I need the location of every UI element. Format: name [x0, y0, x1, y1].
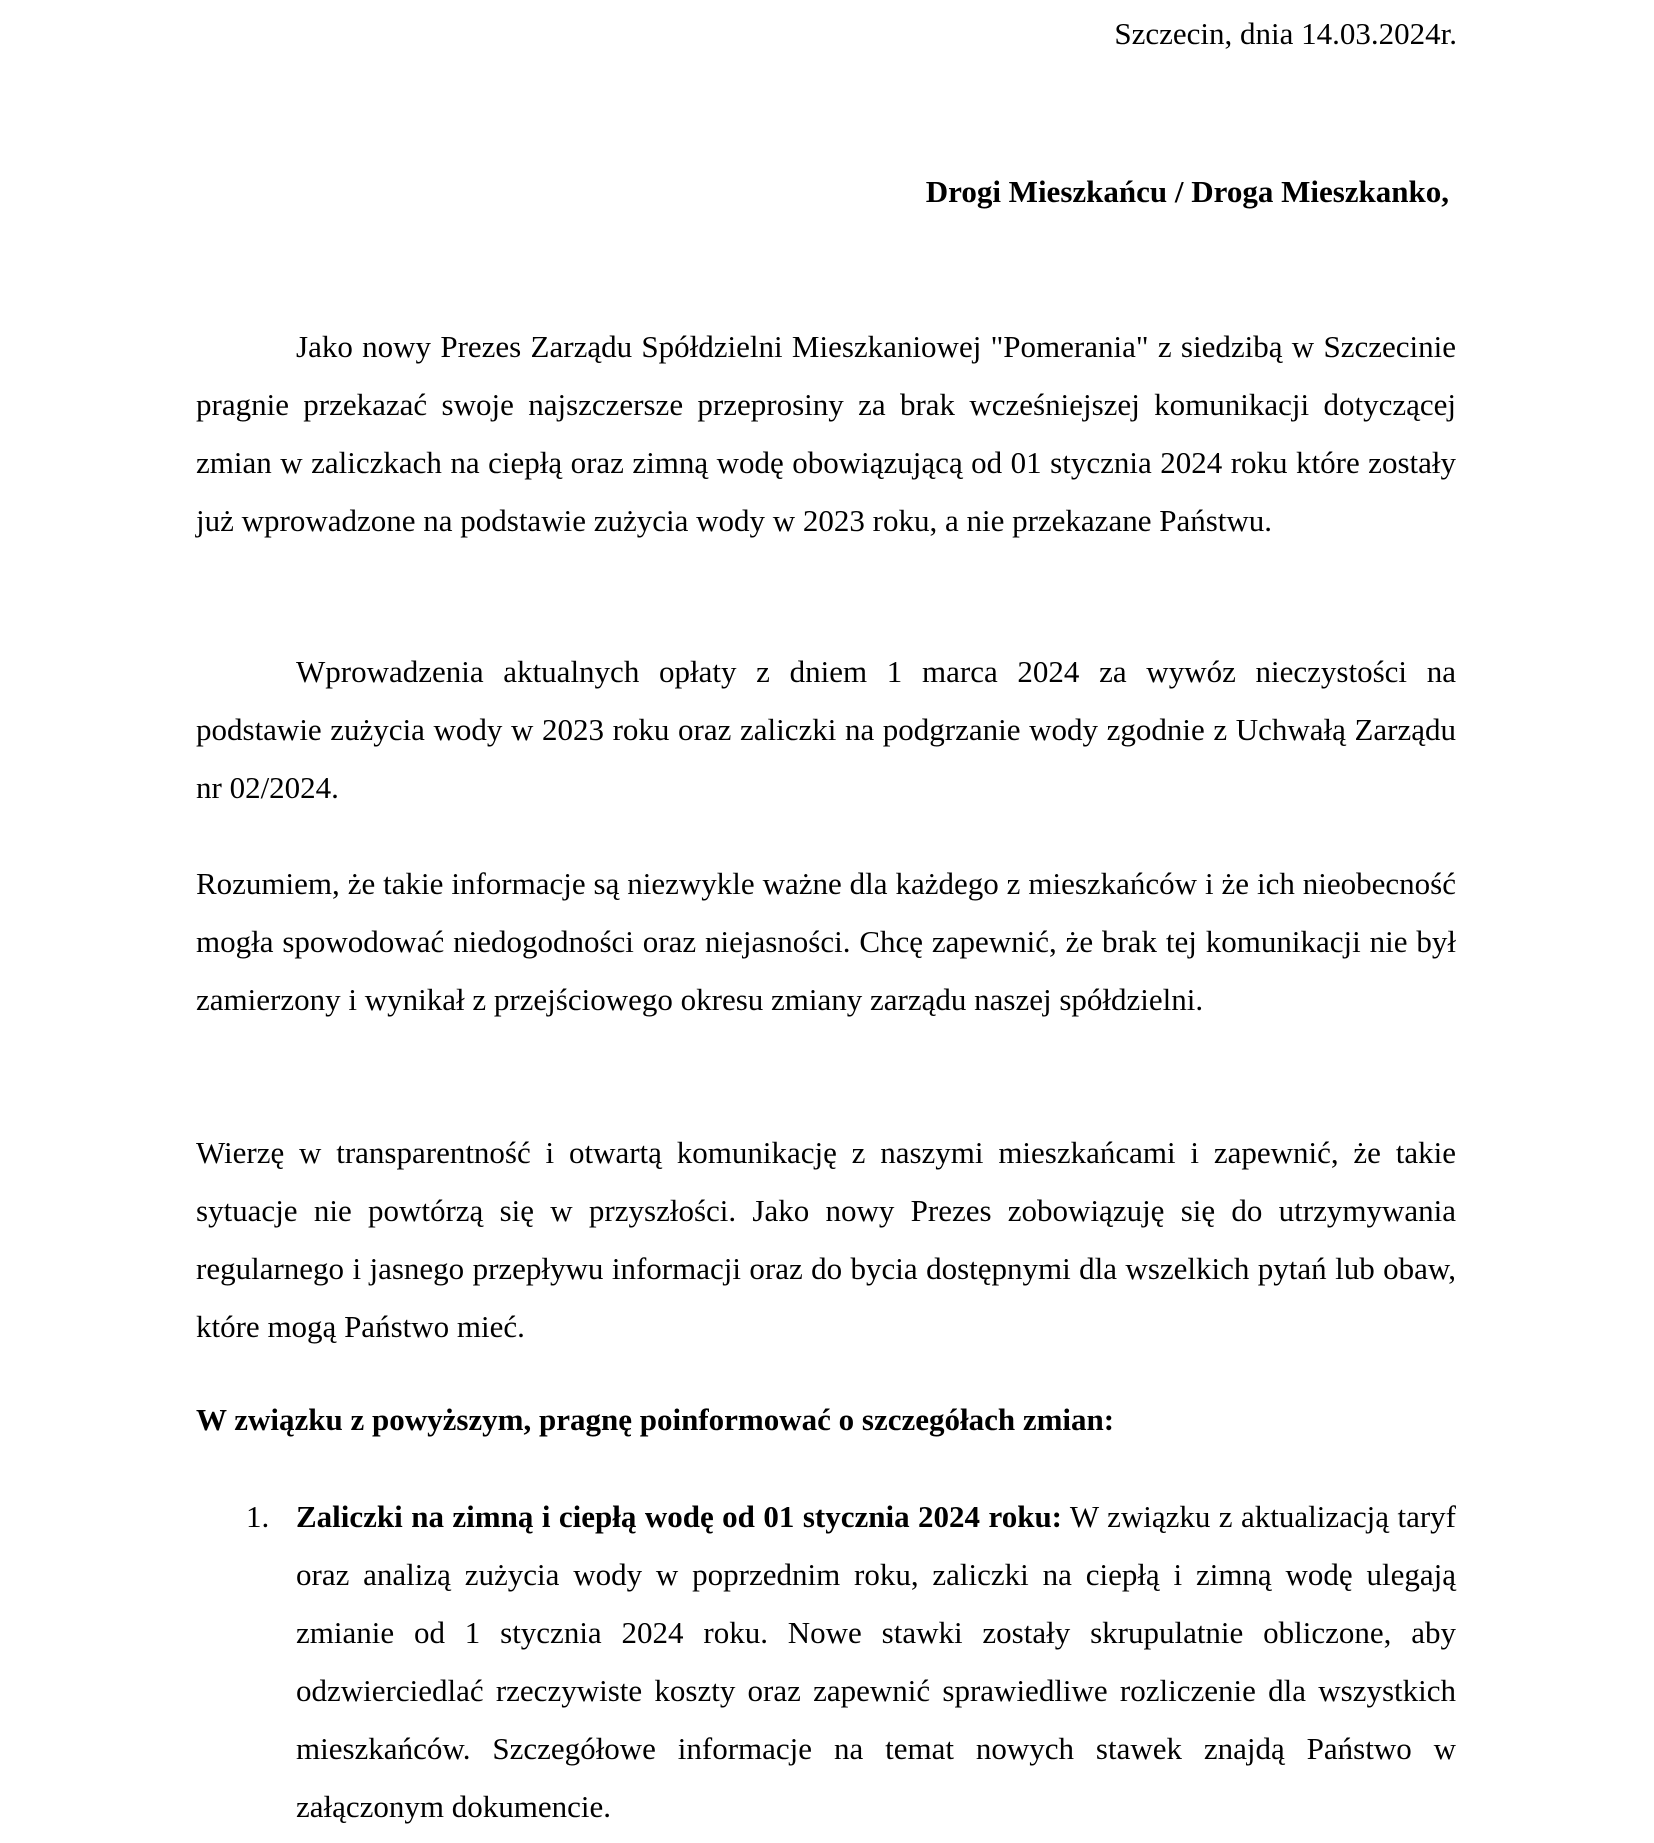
- paragraph-understanding: Rozumiem, że takie informacje są niezwykle ważne dla każdego z mieszkańców i że ich nieobecność mogła spowodować niedogodności oraz niejasności. Chcę zapewnić, że brak tej komunikacji nie był zamierzony i wynikał z przejściowego okresu zmiany zarządu naszej spółdzielni.: [196, 866, 1456, 1017]
- changes-list: [196, 1488, 1456, 1836]
- list-item-number: 1.: [246, 1499, 270, 1534]
- letter-date: Szczecin, dnia 14.03.2024r.: [1114, 16, 1457, 51]
- paragraph-fees: Wprowadzenia aktualnych opłaty z dniem 1 marca 2024 za wywóz nieczystości na podstawie zużycia wody w 2023 roku oraz zaliczki na podgrzanie wody zgodnie z Uchwałą Zarządu nr 02/2024.: [196, 654, 1456, 805]
- list-item: [196, 1488, 1456, 1836]
- list-item-title: Zaliczki na zimną i ciepłą wodę od 01 stycznia 2024 roku:: [296, 1499, 1063, 1534]
- letter-greeting: Drogi Mieszkańcu / Droga Mieszkanko,: [925, 174, 1449, 209]
- section-heading: W związku z powyższym, pragnę poinformować o szczegółach zmian:: [196, 1402, 1115, 1437]
- list-item-text: W związku z aktualizacją taryf oraz analizą zużycia wody w poprzednim roku, zaliczki na ciepłą i zimną wodę ulegają zmianie od 1 stycznia 2024 roku. Nowe stawki zostały skrupulatnie obliczone, aby odzwierciedlać rzeczywiste koszty oraz zapewnić sprawiedliwe rozliczenie dla wszystkich mieszkańców. Szczegółowe informacje na temat nowych stawek znajdą Państwo w załączonym dokumencie.: [296, 1499, 1456, 1824]
- paragraph-transparency: Wierzę w transparentność i otwartą komunikację z naszymi mieszkańcami i zapewnić, że takie sytuacje nie powtórzą się w przyszłości. Jako nowy Prezes zobowiązuję się do utrzymywania regularnego i jasnego przepływu informacji oraz do bycia dostępnymi dla wszelkich pytań lub obaw, które mogą Państwo mieć.: [196, 1135, 1456, 1344]
- paragraph-apology: Jako nowy Prezes Zarządu Spółdzielni Mieszkaniowej "Pomerania" z siedzibą w Szczecinie pragnie przekazać swoje najszczersze przeprosiny za brak wcześniejszej komunikacji dotyczącej zmian w zaliczkach na ciepłą oraz zimną wodę obowiązującą od 01 stycznia 2024 roku które zostały już wprowadzone na podstawie zużycia wody w 2023 roku, a nie przekazane Państwu.: [196, 329, 1456, 538]
